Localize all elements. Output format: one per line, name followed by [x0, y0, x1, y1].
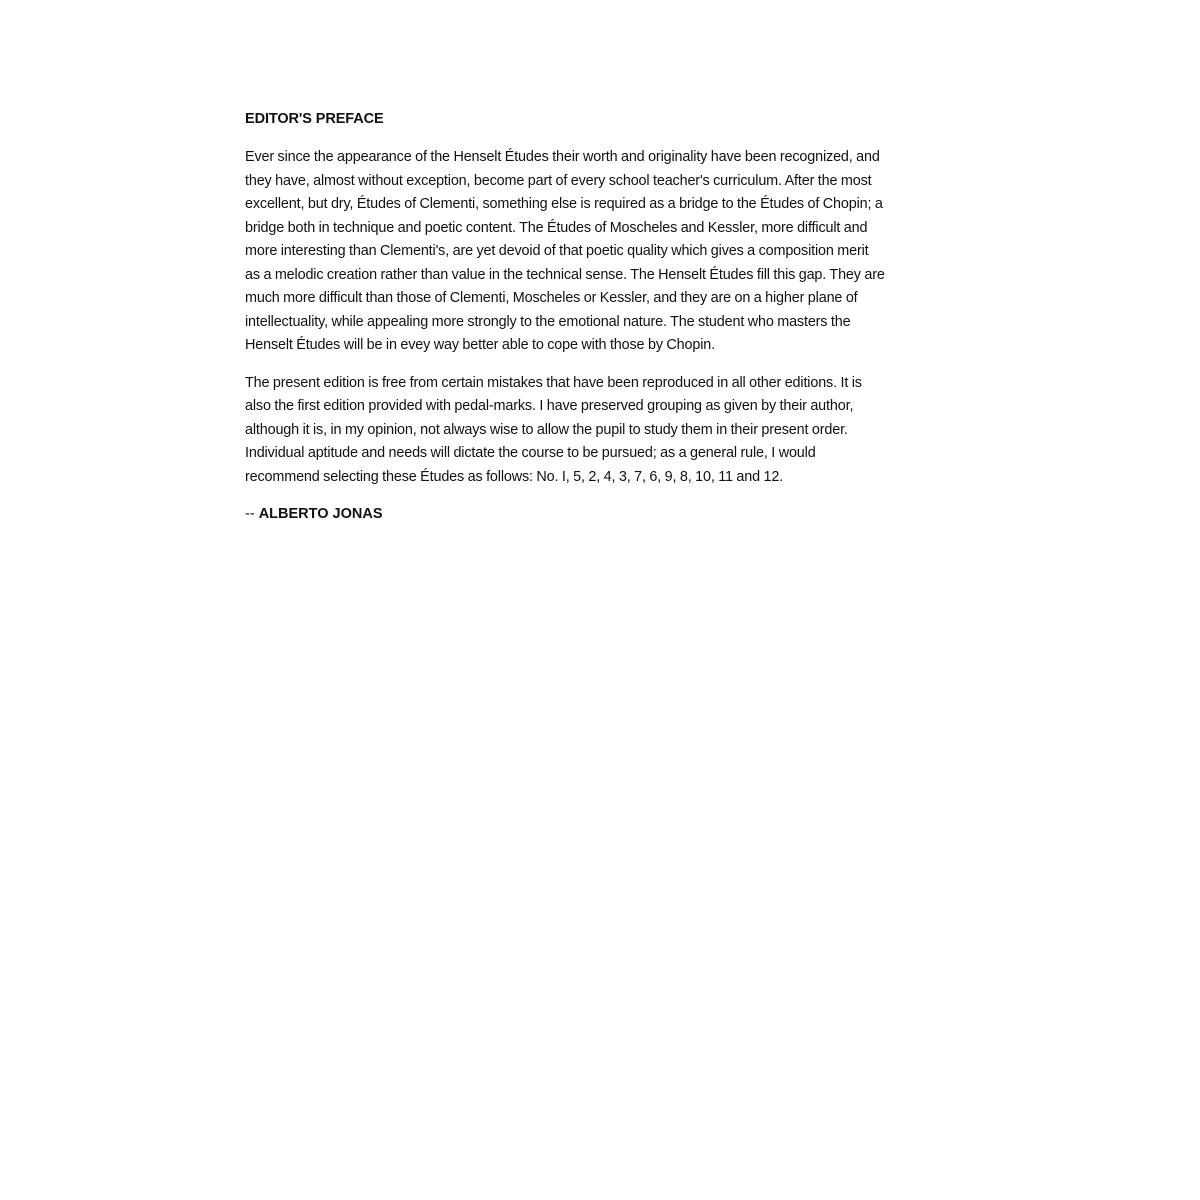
- document-page: [245, 108, 957, 526]
- signature-dash: --: [245, 506, 259, 522]
- paragraph-line: The present edition is free from certain mistakes that have been reproduced in all other editions. It is: [245, 374, 862, 391]
- paragraph-line: more interesting than Clementi's, are yet devoid of that poetic quality which gives a composition merit: [245, 243, 869, 259]
- paragraph-line: Ever since the appearance of the Henselt Études their worth and originality have been recognized, and: [245, 149, 880, 165]
- paragraph-line: intellectuality, while appealing more strongly to the emotional nature. The student who masters the: [245, 313, 851, 330]
- signature: [245, 503, 957, 526]
- paragraph-line: recommend selecting these Études as follows: No. I, 5, 2, 4, 3, 7, 6, 9, 8, 10, 11 and 12.: [245, 468, 784, 485]
- document-heading: EDITOR'S PREFACE: [245, 111, 384, 127]
- paragraph-line: excellent, but dry, Études of Clementi, something else is required as a bridge to the Études of Chopin; a: [245, 196, 883, 212]
- paragraph-1: [245, 146, 957, 358]
- paragraph-line: bridge both in technique and poetic content. The Études of Moscheles and Kessler, more difficult and: [245, 219, 868, 236]
- paragraph-line: as a melodic creation rather than value in the technical sense. The Henselt Études fill this gap. They are: [245, 266, 885, 283]
- paragraph-line: also the first edition provided with pedal-marks. I have preserved grouping as given by their author,: [245, 398, 854, 414]
- paragraph-line: much more difficult than those of Clementi, Moscheles or Kessler, and they are on a higher plane of: [245, 290, 858, 306]
- paragraph-line: Henselt Études will be in evey way better able to cope with those by Chopin.: [245, 337, 715, 353]
- signature-name: ALBERTO JONAS: [258, 506, 383, 522]
- paragraph-line: although it is, in my opinion, not always wise to allow the pupil to study them in their present order.: [245, 421, 848, 438]
- paragraph-2: [245, 372, 957, 490]
- paragraph-line: Individual aptitude and needs will dictate the course to be pursued; as a general rule, I would: [245, 445, 816, 461]
- paragraph-line: they have, almost without exception, become part of every school teacher's curriculum. After the most: [245, 172, 872, 189]
